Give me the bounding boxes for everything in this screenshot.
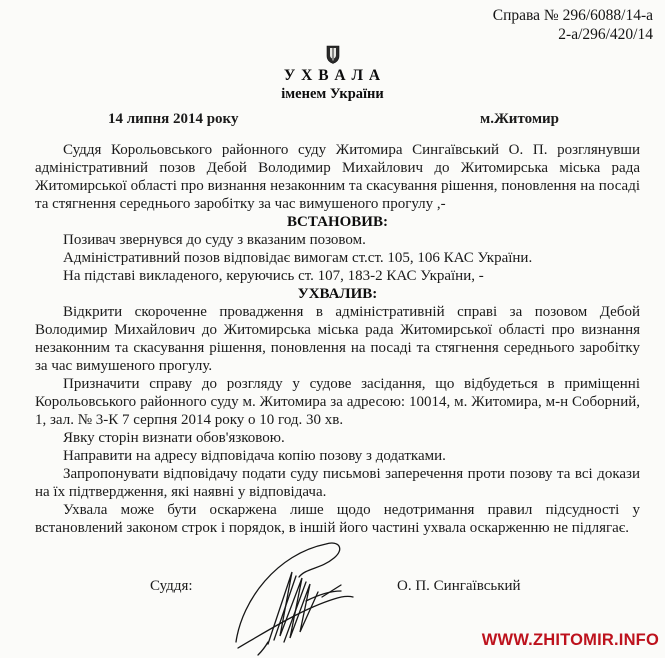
ruled-paragraph-hearing-schedule: Призначити справу до розгляду у судове засідання, що відбудеться в приміщенні Корольовського районного суду м. Житомира за адресою: 10014, м. Житомира, м-н Соборний, 1, зал. № 3-К 7 серпня 2014 року о 10 год. 30 хв. [35,376,640,428]
ruled-heading: УХВАЛИВ: [297,286,378,302]
date-city-row [0,111,665,129]
established-item: Позивач звернувся до суду з вказаним позовом. [63,232,366,248]
ruled-paragraph-send-copy: Направити на адресу відповідача копію позову з додатками. [63,448,446,464]
document-title: У Х В А Л А [283,67,382,84]
emblem-wrap [0,45,665,66]
document-city: м.Житомир [480,111,560,127]
intro-paragraph: Суддя Корольовського районного суду Житомира Сингаївський О. П. розглянувши адміністративний позов Дебой Володимир Михайлович до Житомирська міська рада Житомирської області про визнання незаконним та скасування рішення, поновлення на посаді та стягнення середнього заробітку за час вимушеного прогулу ,- [35,142,640,212]
case-number-primary: Справа № 296/6088/14-а [492,7,653,24]
case-number-secondary: 2-а/296/420/14 [558,26,653,43]
document-body [35,141,640,537]
ruled-paragraph-open-proceedings: Відкрити скороченне провадження в адміністративній справі за позовом Дебой Володимир Михайлович до Житомирська міська рада Житомирської області про визнання незаконним та скасування рішення, поновлення на посаді та стягнення середнього заробітку за час вимушеного прогулу. [35,304,640,374]
case-numbers [0,0,665,44]
ruled-paragraph-appeal-rules: Ухвала може бути оскаржена лише щодо недотримання правил підсудності у встановлений законом строк і порядок, в іншій його частині ухвала оскарженню не підлягає. [35,502,640,536]
judge-name: О. П. Сингаївський [397,578,521,594]
judge-label: Суддя: [150,578,193,594]
ukraine-trident-icon [326,45,340,62]
document-date: 14 липня 2014 року [108,111,239,127]
document-subtitle: іменем України [281,86,384,102]
signature-row [0,578,665,598]
ruled-paragraph-objections: Запропонувати відповідачу подати суду письмові заперечення проти позову та всі докази на їх підтвердження, які наявні у відповідача. [35,466,640,500]
established-item: На підставі викладеного, керуючись ст. 107, 183-2 КАС України, - [63,268,484,284]
ruled-paragraph-attendance: Явку сторін визнати обов'язковою. [63,430,285,446]
site-watermark: WWW.ZHITOMIR.INFO [481,631,659,649]
established-heading: ВСТАНОВИВ: [287,214,388,230]
established-item: Адміністративний позов відповідає вимогам ст.ст. 105, 106 КАС України. [63,250,533,266]
